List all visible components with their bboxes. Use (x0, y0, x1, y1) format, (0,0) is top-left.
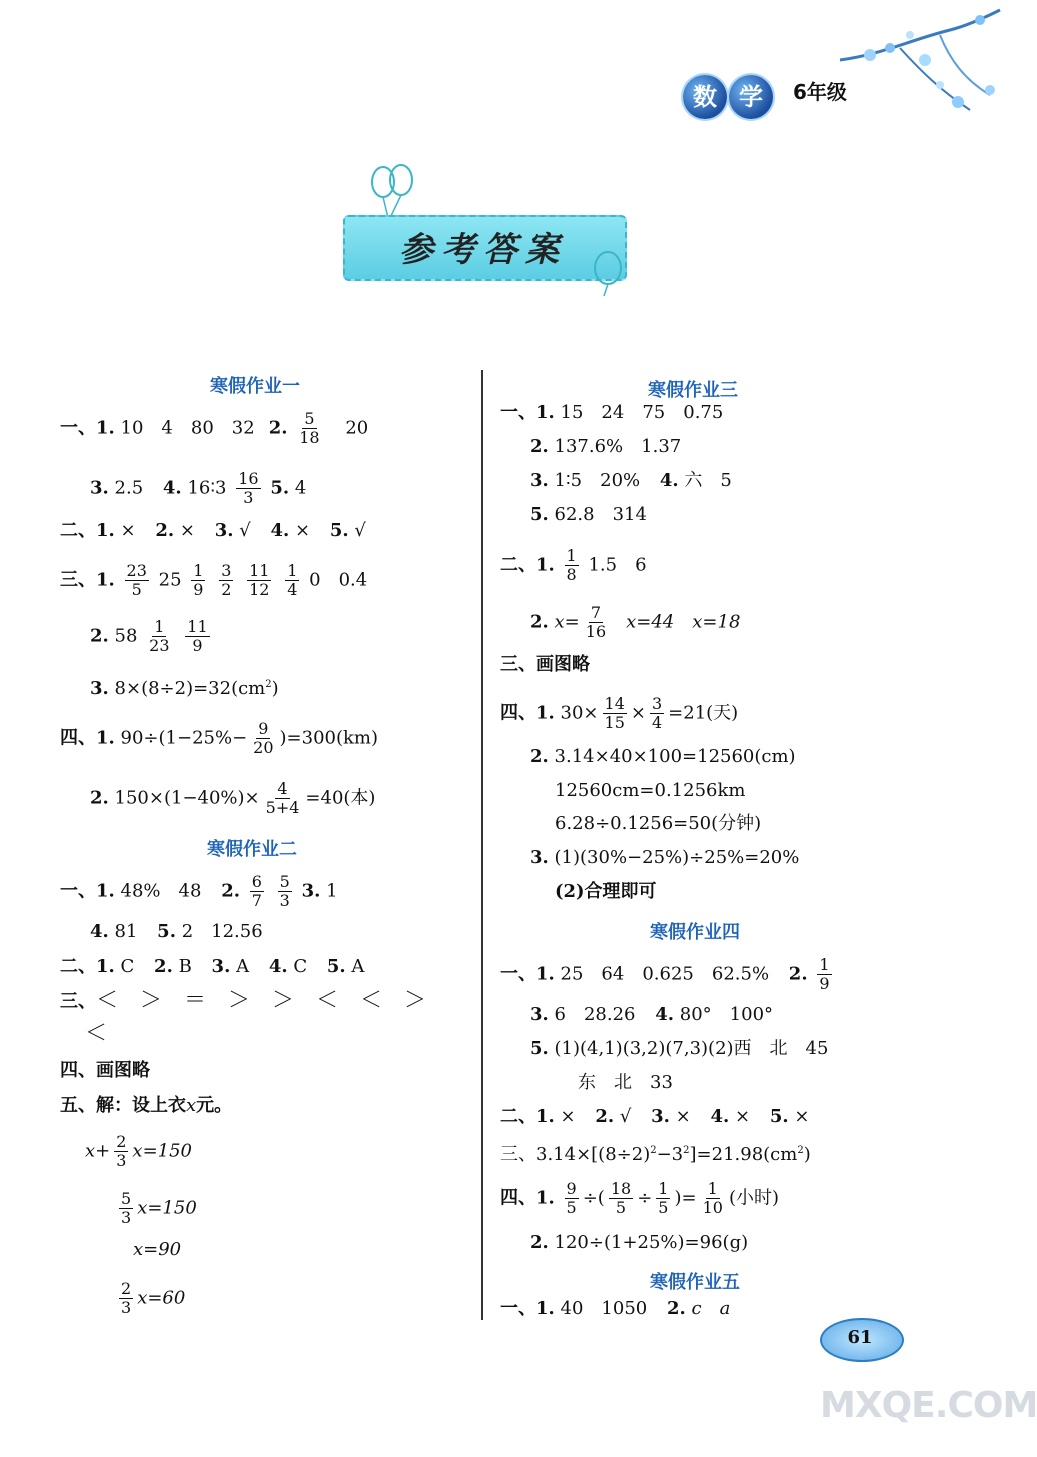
subject-badge (683, 75, 775, 119)
balloon-icon (590, 248, 630, 298)
answer-line: 一、1. 10 4 80 32 2. $\frac{5}{18}$ 20 (60, 409, 369, 447)
answer-line: 三、＜ ＞ ＝ ＞ ＞ ＜ ＜ ＞ (60, 988, 427, 1013)
equation-line: $\frac{2}{3}$ x=60 (121, 1279, 186, 1317)
plum-branch-decoration (840, 0, 1000, 150)
answer-line: 2. 58 $\frac{1}{23}$ $\frac{11}{9}$ (90, 617, 208, 655)
answer-line: 二、1. × 2. × 3. √ 4. × 5. √ (60, 520, 366, 541)
section-title-4: 寒假作业四 (650, 922, 740, 943)
answer-line: 4. 81 5. 2 12.56 (90, 921, 263, 942)
answer-line: 四、1. $\frac{9}{5}$ ÷( $\frac{18}{5}$ ÷ $\frac{1}{5}$ )= $\frac{1}{10}$ (小时) (500, 1179, 779, 1217)
answer-line: 四、画图略 (60, 1060, 150, 1081)
answer-line: 5. (1)(4,1)(3,2)(7,3)(2)西 北 45 (530, 1038, 829, 1059)
section-title-5: 寒假作业五 (650, 1272, 740, 1293)
answer-line: 三、$3.14\times[(8\div 2)^2-3^2]=21.98(cm^2)$ (500, 1144, 811, 1165)
answer-line: 一、1. 48% 48 2. $\frac{6}{7}$ $\frac{5}{3}$ 3. 1 (60, 872, 338, 910)
answer-line: (2)合理即可 (555, 881, 657, 902)
answer-line: 3. 1∶5 20% 4. 六 5 (530, 470, 732, 491)
answer-line: 6.28÷0.1256=50(分钟) (555, 813, 762, 834)
answer-line: 二、1. $\frac{1}{8}$ 1.5 6 (500, 546, 647, 584)
equation-line: x+ $\frac{2}{3}$ x=150 (85, 1132, 193, 1170)
answer-line: 三、1. $\frac{23}{5}$ 25 $\frac{1}{9}$ $\frac{3}{2}$ $\frac{11}{12}$ $\frac{1}{4}$ 0 0.4 (60, 561, 368, 599)
banner-title: 参考答案 (399, 230, 567, 270)
watermark: MXQE.COM (820, 1385, 1037, 1426)
answer-line: 二、1. × 2. √ 3. × 4. × 5. × (500, 1106, 810, 1127)
answer-line: 3. 2.5 4. 16∶3 $\frac{16}{3}$ 5. 4 (90, 469, 307, 507)
answer-line: 3. (1)(30%−25%)÷25%=20% (530, 847, 800, 868)
column-divider (481, 370, 483, 1320)
answer-line: 3. 6 28.26 4. 80° 100° (530, 1004, 774, 1025)
answer-line: ＜ (85, 1021, 108, 1046)
answer-line: 2. x= $\frac{7}{16}$ x=44 x=18 (530, 603, 741, 641)
answer-line: 东 北 33 (578, 1072, 673, 1093)
answer-line: 二、1. C 2. B 3. A 4. C 5. A (60, 956, 365, 977)
section-title-1: 寒假作业一 (210, 376, 300, 397)
answer-line: 2. 120÷(1+25%)=96(g) (530, 1232, 749, 1253)
answer-line: 五、解：设上衣x元。 (60, 1095, 233, 1116)
answer-line: 一、1. 25 64 0.625 62.5% 2. $\frac{1}{9}$ (500, 955, 830, 993)
answer-line: 5. 62.8 314 (530, 504, 647, 525)
equation-line: x=90 (133, 1239, 182, 1260)
section-title-3: 寒假作业三 (648, 380, 738, 401)
answer-line: 四、1. 30× $\frac{14}{15}$ × $\frac{3}{4}$ =21(天) (500, 694, 739, 732)
answer-line: 一、1. 40 1050 2. c a (500, 1298, 731, 1319)
answer-line: 2. 137.6% 1.37 (530, 436, 682, 457)
answer-line: 一、1. 15 24 75 0.75 (500, 402, 724, 423)
equation-line: $\frac{5}{3}$ x=150 (121, 1189, 197, 1227)
answer-line: 2. 3.14×40×100=12560(cm) (530, 746, 796, 767)
answer-line: 3. $8\times(8\div 2)=32(cm^2)$ (90, 678, 279, 699)
grade-label: 6年级 (793, 80, 847, 104)
section-title-2: 寒假作业二 (207, 839, 297, 860)
balloon-icon (368, 160, 418, 220)
page-number: 61 (847, 1327, 873, 1348)
answer-line: 三、画图略 (500, 654, 590, 675)
answer-line: 12560cm=0.1256km (555, 780, 746, 801)
subject-char-2: 学 (729, 75, 773, 119)
answer-line: 四、1. 90÷(1−25%− $\frac{9}{20}$ )=300(km) (60, 719, 379, 757)
subject-char-1: 数 (683, 75, 727, 119)
answer-line: 2. 150×(1−40%)× $\frac{4}{5+4}$ =40(本) (90, 779, 376, 817)
